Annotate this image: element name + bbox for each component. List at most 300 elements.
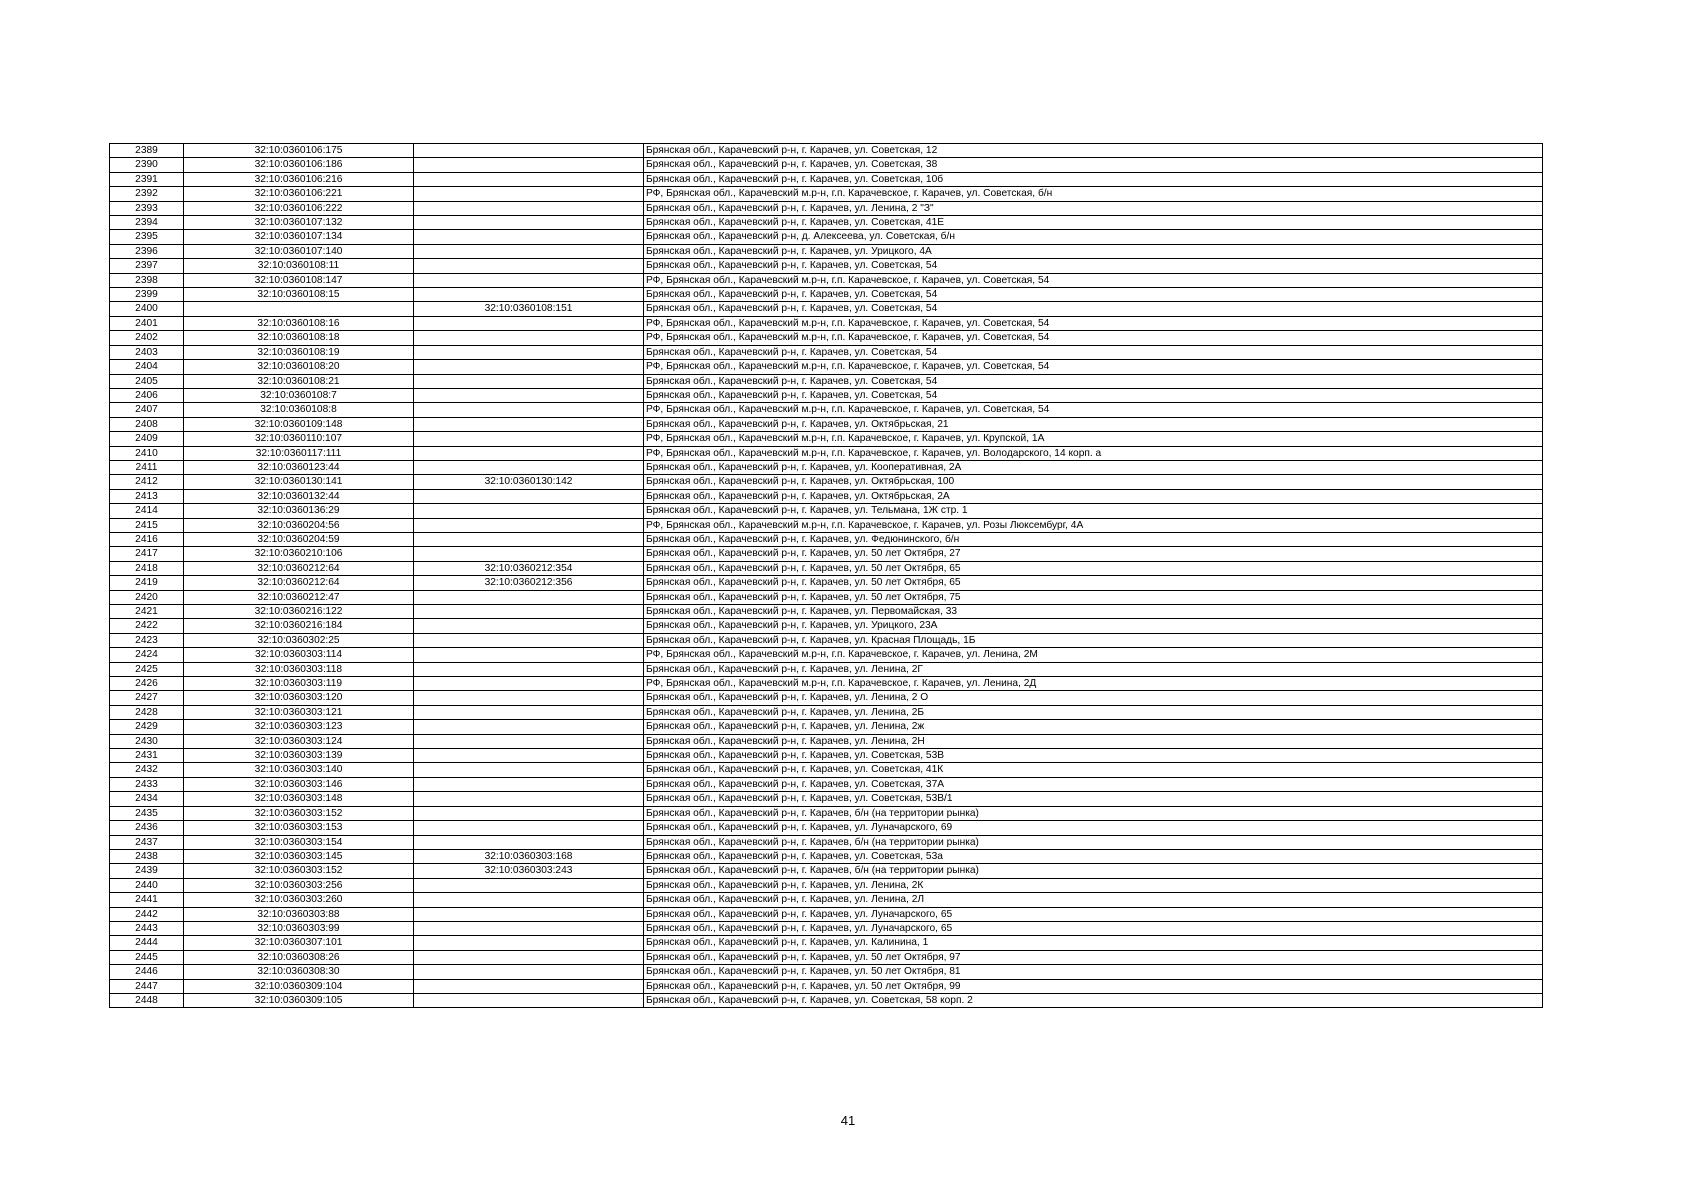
- cadastral-number-cell: 32:10:0360107:132: [184, 216, 414, 230]
- related-cadastral-number-cell: [414, 878, 644, 892]
- address-cell: Брянская обл., Карачевский р-н, г. Карачев, б/н (на территории рынка): [644, 806, 1543, 820]
- address-cell: Брянская обл., Карачевский р-н, г. Карачев, ул. 50 лет Октября, 99: [644, 979, 1543, 993]
- address-cell: РФ, Брянская обл., Карачевский м.р-н, г.п. Карачевское, г. Карачев, ул. Советская, 54: [644, 403, 1543, 417]
- related-cadastral-number-cell: [414, 489, 644, 503]
- table-row: [110, 576, 1543, 590]
- row-number-cell: 2410: [110, 446, 184, 460]
- table-row: [110, 316, 1543, 330]
- table-row: [110, 475, 1543, 489]
- table-row: [110, 907, 1543, 921]
- related-cadastral-number-cell: [414, 821, 644, 835]
- table-row: [110, 605, 1543, 619]
- cadastral-number-cell: 32:10:0360108:18: [184, 331, 414, 345]
- cadastral-number-cell: 32:10:0360303:256: [184, 878, 414, 892]
- table-row: [110, 172, 1543, 186]
- related-cadastral-number-cell: [414, 374, 644, 388]
- related-cadastral-number-cell: [414, 158, 644, 172]
- related-cadastral-number-cell: [414, 950, 644, 964]
- address-cell: Брянская обл., Карачевский р-н, г. Карачев, ул. Ленина, 2К: [644, 878, 1543, 892]
- cadastral-number-cell: 32:10:0360303:123: [184, 720, 414, 734]
- table-row: [110, 979, 1543, 993]
- related-cadastral-number-cell: [414, 979, 644, 993]
- related-cadastral-number-cell: 32:10:0360303:168: [414, 849, 644, 863]
- cadastral-number-cell: 32:10:0360130:141: [184, 475, 414, 489]
- address-cell: Брянская обл., Карачевский р-н, г. Карачев, ул. Советская, 37А: [644, 777, 1543, 791]
- cadastral-number-cell: 32:10:0360204:59: [184, 532, 414, 546]
- cadastral-number-cell: 32:10:0360123:44: [184, 460, 414, 474]
- address-cell: Брянская обл., Карачевский р-н, г. Карачев, ул. Советская, 54: [644, 302, 1543, 316]
- related-cadastral-number-cell: [414, 504, 644, 518]
- row-number-cell: 2418: [110, 561, 184, 575]
- row-number-cell: 2393: [110, 201, 184, 215]
- table-row: [110, 633, 1543, 647]
- table-row: [110, 821, 1543, 835]
- address-cell: РФ, Брянская обл., Карачевский м.р-н, г.п. Карачевское, г. Карачев, ул. Советская, 54: [644, 316, 1543, 330]
- table-row: [110, 849, 1543, 863]
- related-cadastral-number-cell: [414, 187, 644, 201]
- address-cell: Брянская обл., Карачевский р-н, г. Карачев, ул. Советская, 58 корп. 2: [644, 993, 1543, 1007]
- related-cadastral-number-cell: [414, 360, 644, 374]
- related-cadastral-number-cell: [414, 633, 644, 647]
- row-number-cell: 2434: [110, 792, 184, 806]
- table-row: [110, 691, 1543, 705]
- related-cadastral-number-cell: [414, 259, 644, 273]
- table-row: [110, 360, 1543, 374]
- table-row: [110, 648, 1543, 662]
- address-cell: Брянская обл., Карачевский р-н, г. Карачев, ул. Советская, 41К: [644, 763, 1543, 777]
- cadastral-number-cell: 32:10:0360212:47: [184, 590, 414, 604]
- related-cadastral-number-cell: [414, 662, 644, 676]
- row-number-cell: 2439: [110, 864, 184, 878]
- related-cadastral-number-cell: [414, 417, 644, 431]
- related-cadastral-number-cell: [414, 792, 644, 806]
- table-row: [110, 388, 1543, 402]
- address-cell: РФ, Брянская обл., Карачевский м.р-н, г.п. Карачевское, г. Карачев, ул. Советская, 54: [644, 331, 1543, 345]
- related-cadastral-number-cell: [414, 749, 644, 763]
- row-number-cell: 2444: [110, 936, 184, 950]
- cadastral-number-cell: 32:10:0360303:152: [184, 806, 414, 820]
- table-row: [110, 993, 1543, 1007]
- row-number-cell: 2400: [110, 302, 184, 316]
- address-cell: РФ, Брянская обл., Карачевский м.р-н, г.п. Карачевское, г. Карачев, ул. Советская, 54: [644, 360, 1543, 374]
- address-cell: Брянская обл., Карачевский р-н, г. Карачев, б/н (на территории рынка): [644, 835, 1543, 849]
- related-cadastral-number-cell: [414, 144, 644, 158]
- row-number-cell: 2408: [110, 417, 184, 431]
- related-cadastral-number-cell: 32:10:0360212:356: [414, 576, 644, 590]
- cadastral-number-cell: 32:10:0360303:146: [184, 777, 414, 791]
- related-cadastral-number-cell: [414, 230, 644, 244]
- table-row: [110, 244, 1543, 258]
- address-cell: РФ, Брянская обл., Карачевский м.р-н, г.п. Карачевское, г. Карачев, ул. Розы Люксембург, 4А: [644, 518, 1543, 532]
- row-number-cell: 2420: [110, 590, 184, 604]
- table-row: [110, 878, 1543, 892]
- address-cell: Брянская обл., Карачевский р-н, г. Карачев, ул. Советская, 54: [644, 288, 1543, 302]
- table-row: [110, 158, 1543, 172]
- cadastral-number-cell: 32:10:0360106:175: [184, 144, 414, 158]
- cadastral-number-cell: 32:10:0360303:148: [184, 792, 414, 806]
- table-row: [110, 950, 1543, 964]
- row-number-cell: 2392: [110, 187, 184, 201]
- table-row: [110, 965, 1543, 979]
- related-cadastral-number-cell: [414, 893, 644, 907]
- cadastral-number-cell: 32:10:0360303:114: [184, 648, 414, 662]
- cadastral-number-cell: 32:10:0360107:140: [184, 244, 414, 258]
- address-cell: РФ, Брянская обл., Карачевский м.р-н, г.п. Карачевское, г. Карачев, ул. Ленина, 2М: [644, 648, 1543, 662]
- table-row: [110, 705, 1543, 719]
- address-cell: Брянская обл., Карачевский р-н, г. Карачев, ул. 50 лет Октября, 75: [644, 590, 1543, 604]
- cadastral-number-cell: 32:10:0360108:11: [184, 259, 414, 273]
- table-row: [110, 749, 1543, 763]
- address-cell: РФ, Брянская обл., Карачевский м.р-н, г.п. Карачевское, г. Карачев, ул. Ленина, 2Д: [644, 677, 1543, 691]
- table-row: [110, 763, 1543, 777]
- address-cell: Брянская обл., Карачевский р-н, г. Карачев, ул. Советская, 54: [644, 388, 1543, 402]
- table-row: [110, 835, 1543, 849]
- related-cadastral-number-cell: [414, 518, 644, 532]
- address-cell: Брянская обл., Карачевский р-н, г. Карачев, ул. Октябрьская, 100: [644, 475, 1543, 489]
- cadastral-number-cell: 32:10:0360303:121: [184, 705, 414, 719]
- table-row: [110, 777, 1543, 791]
- related-cadastral-number-cell: [414, 965, 644, 979]
- cadastral-number-cell: 32:10:0360303:119: [184, 677, 414, 691]
- row-number-cell: 2447: [110, 979, 184, 993]
- related-cadastral-number-cell: [414, 993, 644, 1007]
- row-number-cell: 2433: [110, 777, 184, 791]
- cadastral-number-cell: 32:10:0360303:139: [184, 749, 414, 763]
- cadastral-number-cell: 32:10:0360108:147: [184, 273, 414, 287]
- table-row: [110, 489, 1543, 503]
- address-cell: Брянская обл., Карачевский р-н, г. Карачев, ул. Советская, 53В/1: [644, 792, 1543, 806]
- address-cell: Брянская обл., Карачевский р-н, г. Карачев, ул. 50 лет Октября, 81: [644, 965, 1543, 979]
- address-cell: Брянская обл., Карачевский р-н, г. Карачев, ул. Ленина, 2Л: [644, 893, 1543, 907]
- address-cell: Брянская обл., Карачевский р-н, г. Карачев, ул. Урицкого, 23А: [644, 619, 1543, 633]
- row-number-cell: 2436: [110, 821, 184, 835]
- related-cadastral-number-cell: [414, 777, 644, 791]
- row-number-cell: 2448: [110, 993, 184, 1007]
- cadastral-number-cell: 32:10:0360309:105: [184, 993, 414, 1007]
- row-number-cell: 2428: [110, 705, 184, 719]
- page-number: 41: [840, 1113, 856, 1128]
- row-number-cell: 2398: [110, 273, 184, 287]
- table-row: [110, 806, 1543, 820]
- table-row: [110, 230, 1543, 244]
- related-cadastral-number-cell: [414, 691, 644, 705]
- row-number-cell: 2437: [110, 835, 184, 849]
- cadastral-number-cell: 32:10:0360303:99: [184, 921, 414, 935]
- row-number-cell: 2424: [110, 648, 184, 662]
- row-number-cell: 2431: [110, 749, 184, 763]
- row-number-cell: 2416: [110, 532, 184, 546]
- related-cadastral-number-cell: 32:10:0360130:142: [414, 475, 644, 489]
- address-cell: Брянская обл., Карачевский р-н, г. Карачев, ул. Советская, 54: [644, 345, 1543, 359]
- table-row: [110, 273, 1543, 287]
- row-number-cell: 2438: [110, 849, 184, 863]
- row-number-cell: 2405: [110, 374, 184, 388]
- table-row: [110, 921, 1543, 935]
- cadastral-number-cell: 32:10:0360106:186: [184, 158, 414, 172]
- address-cell: Брянская обл., Карачевский р-н, г. Карачев, ул. Советская, 54: [644, 374, 1543, 388]
- address-cell: Брянская обл., Карачевский р-н, г. Карачев, ул. 50 лет Октября, 27: [644, 547, 1543, 561]
- row-number-cell: 2425: [110, 662, 184, 676]
- table-row: [110, 662, 1543, 676]
- cadastral-number-cell: 32:10:0360303:88: [184, 907, 414, 921]
- related-cadastral-number-cell: [414, 619, 644, 633]
- related-cadastral-number-cell: [414, 316, 644, 330]
- address-cell: Брянская обл., Карачевский р-н, г. Карачев, ул. Ленина, 2Г: [644, 662, 1543, 676]
- related-cadastral-number-cell: [414, 921, 644, 935]
- row-number-cell: 2446: [110, 965, 184, 979]
- address-cell: Брянская обл., Карачевский р-н, г. Карачев, ул. Советская, 12: [644, 144, 1543, 158]
- related-cadastral-number-cell: [414, 806, 644, 820]
- related-cadastral-number-cell: [414, 763, 644, 777]
- table-row: [110, 201, 1543, 215]
- table-row: [110, 561, 1543, 575]
- row-number-cell: 2394: [110, 216, 184, 230]
- cadastral-number-cell: 32:10:0360204:56: [184, 518, 414, 532]
- table-row: [110, 187, 1543, 201]
- table-row: [110, 446, 1543, 460]
- row-number-cell: 2413: [110, 489, 184, 503]
- related-cadastral-number-cell: 32:10:0360108:151: [414, 302, 644, 316]
- address-cell: Брянская обл., Карачевский р-н, г. Карачев, ул. 50 лет Октября, 97: [644, 950, 1543, 964]
- related-cadastral-number-cell: [414, 273, 644, 287]
- table-row: [110, 504, 1543, 518]
- address-cell: Брянская обл., Карачевский р-н, г. Карачев, ул. Советская, 10б: [644, 172, 1543, 186]
- address-cell: Брянская обл., Карачевский р-н, г. Карачев, ул. Октябрьская, 21: [644, 417, 1543, 431]
- table-row: [110, 403, 1543, 417]
- cadastral-number-cell: 32:10:0360109:148: [184, 417, 414, 431]
- table-row: [110, 619, 1543, 633]
- row-number-cell: 2409: [110, 432, 184, 446]
- row-number-cell: 2395: [110, 230, 184, 244]
- table-row: [110, 374, 1543, 388]
- cadastral-number-cell: 32:10:0360107:134: [184, 230, 414, 244]
- property-register-table: [109, 143, 1543, 1008]
- address-cell: Брянская обл., Карачевский р-н, г. Карачев, ул. Советская, 53В: [644, 749, 1543, 763]
- row-number-cell: 2440: [110, 878, 184, 892]
- address-cell: Брянская обл., Карачевский р-н, г. Карачев, ул. Луначарского, 65: [644, 907, 1543, 921]
- row-number-cell: 2399: [110, 288, 184, 302]
- related-cadastral-number-cell: [414, 460, 644, 474]
- related-cadastral-number-cell: [414, 705, 644, 719]
- row-number-cell: 2412: [110, 475, 184, 489]
- row-number-cell: 2423: [110, 633, 184, 647]
- related-cadastral-number-cell: [414, 432, 644, 446]
- cadastral-number-cell: 32:10:0360303:152: [184, 864, 414, 878]
- row-number-cell: 2417: [110, 547, 184, 561]
- row-number-cell: 2419: [110, 576, 184, 590]
- table-row: [110, 302, 1543, 316]
- cadastral-number-cell: 32:10:0360108:8: [184, 403, 414, 417]
- related-cadastral-number-cell: [414, 288, 644, 302]
- address-cell: Брянская обл., Карачевский р-н, г. Карачев, ул. Урицкого, 4А: [644, 244, 1543, 258]
- related-cadastral-number-cell: 32:10:0360303:243: [414, 864, 644, 878]
- related-cadastral-number-cell: [414, 648, 644, 662]
- cadastral-number-cell: 32:10:0360212:64: [184, 576, 414, 590]
- table-row: [110, 331, 1543, 345]
- related-cadastral-number-cell: [414, 590, 644, 604]
- row-number-cell: 2429: [110, 720, 184, 734]
- cadastral-number-cell: 32:10:0360212:64: [184, 561, 414, 575]
- cadastral-number-cell: 32:10:0360132:44: [184, 489, 414, 503]
- cadastral-number-cell: 32:10:0360216:184: [184, 619, 414, 633]
- related-cadastral-number-cell: [414, 172, 644, 186]
- row-number-cell: 2430: [110, 734, 184, 748]
- related-cadastral-number-cell: [414, 547, 644, 561]
- table-row: [110, 590, 1543, 604]
- cadastral-number-cell: 32:10:0360108:20: [184, 360, 414, 374]
- row-number-cell: 2435: [110, 806, 184, 820]
- table-row: [110, 144, 1543, 158]
- address-cell: Брянская обл., Карачевский р-н, г. Карачев, ул. Луначарского, 69: [644, 821, 1543, 835]
- row-number-cell: 2422: [110, 619, 184, 633]
- address-cell: РФ, Брянская обл., Карачевский м.р-н, г.п. Карачевское, г. Карачев, ул. Володарского, 14 корп. а: [644, 446, 1543, 460]
- row-number-cell: 2432: [110, 763, 184, 777]
- address-cell: Брянская обл., Карачевский р-н, г. Карачев, ул. Советская, 41Е: [644, 216, 1543, 230]
- address-cell: Брянская обл., Карачевский р-н, г. Карачев, ул. Ленина, 2 О: [644, 691, 1543, 705]
- row-number-cell: 2390: [110, 158, 184, 172]
- address-cell: Брянская обл., Карачевский р-н, г. Карачев, ул. Октябрьская, 2А: [644, 489, 1543, 503]
- row-number-cell: 2403: [110, 345, 184, 359]
- table-row: [110, 518, 1543, 532]
- cadastral-number-cell: 32:10:0360303:140: [184, 763, 414, 777]
- table-row: [110, 432, 1543, 446]
- cadastral-number-cell: 32:10:0360108:7: [184, 388, 414, 402]
- related-cadastral-number-cell: [414, 201, 644, 215]
- cadastral-number-cell: 32:10:0360106:216: [184, 172, 414, 186]
- cadastral-number-cell: 32:10:0360108:15: [184, 288, 414, 302]
- address-cell: Брянская обл., Карачевский р-н, г. Карачев, ул. 50 лет Октября, 65: [644, 561, 1543, 575]
- related-cadastral-number-cell: [414, 331, 644, 345]
- related-cadastral-number-cell: [414, 216, 644, 230]
- related-cadastral-number-cell: [414, 403, 644, 417]
- address-cell: Брянская обл., Карачевский р-н, г. Карачев, ул. Советская, 53а: [644, 849, 1543, 863]
- address-cell: РФ, Брянская обл., Карачевский м.р-н, г.п. Карачевское, г. Карачев, ул. Советская, 54: [644, 273, 1543, 287]
- table-row: [110, 532, 1543, 546]
- related-cadastral-number-cell: [414, 345, 644, 359]
- cadastral-number-cell: 32:10:0360303:154: [184, 835, 414, 849]
- row-number-cell: 2407: [110, 403, 184, 417]
- register-table-body: [110, 144, 1543, 1008]
- row-number-cell: 2441: [110, 893, 184, 907]
- row-number-cell: 2426: [110, 677, 184, 691]
- table-row: [110, 547, 1543, 561]
- row-number-cell: 2396: [110, 244, 184, 258]
- table-row: [110, 720, 1543, 734]
- related-cadastral-number-cell: [414, 388, 644, 402]
- related-cadastral-number-cell: [414, 734, 644, 748]
- related-cadastral-number-cell: [414, 720, 644, 734]
- table-row: [110, 345, 1543, 359]
- address-cell: РФ, Брянская обл., Карачевский м.р-н, г.п. Карачевское, г. Карачев, ул. Советская, б/н: [644, 187, 1543, 201]
- address-cell: Брянская обл., Карачевский р-н, д. Алексеева, ул. Советская, б/н: [644, 230, 1543, 244]
- cadastral-number-cell: 32:10:0360303:124: [184, 734, 414, 748]
- related-cadastral-number-cell: 32:10:0360212:354: [414, 561, 644, 575]
- row-number-cell: 2391: [110, 172, 184, 186]
- cadastral-number-cell: 32:10:0360307:101: [184, 936, 414, 950]
- address-cell: Брянская обл., Карачевский р-н, г. Карачев, ул. Луначарского, 65: [644, 921, 1543, 935]
- cadastral-number-cell: 32:10:0360303:118: [184, 662, 414, 676]
- address-cell: Брянская обл., Карачевский р-н, г. Карачев, ул. 50 лет Октября, 65: [644, 576, 1543, 590]
- row-number-cell: 2415: [110, 518, 184, 532]
- row-number-cell: 2421: [110, 605, 184, 619]
- table-row: [110, 417, 1543, 431]
- table-row: [110, 677, 1543, 691]
- row-number-cell: 2443: [110, 921, 184, 935]
- address-cell: РФ, Брянская обл., Карачевский м.р-н, г.п. Карачевское, г. Карачев, ул. Крупской, 1А: [644, 432, 1543, 446]
- table-row: [110, 259, 1543, 273]
- address-cell: Брянская обл., Карачевский р-н, г. Карачев, ул. Советская, 38: [644, 158, 1543, 172]
- address-cell: Брянская обл., Карачевский р-н, г. Карачев, ул. Красная Площадь, 1Б: [644, 633, 1543, 647]
- row-number-cell: 2411: [110, 460, 184, 474]
- address-cell: Брянская обл., Карачевский р-н, г. Карачев, ул. Ленина, 2Н: [644, 734, 1543, 748]
- cadastral-number-cell: 32:10:0360108:19: [184, 345, 414, 359]
- row-number-cell: 2389: [110, 144, 184, 158]
- address-cell: Брянская обл., Карачевский р-н, г. Карачев, ул. Федюнинского, б/н: [644, 532, 1543, 546]
- row-number-cell: 2397: [110, 259, 184, 273]
- row-number-cell: 2401: [110, 316, 184, 330]
- cadastral-number-cell: 32:10:0360216:122: [184, 605, 414, 619]
- row-number-cell: 2404: [110, 360, 184, 374]
- related-cadastral-number-cell: [414, 605, 644, 619]
- related-cadastral-number-cell: [414, 244, 644, 258]
- row-number-cell: 2414: [110, 504, 184, 518]
- cadastral-number-cell: 32:10:0360302:25: [184, 633, 414, 647]
- cadastral-number-cell: 32:10:0360106:221: [184, 187, 414, 201]
- related-cadastral-number-cell: [414, 835, 644, 849]
- address-cell: Брянская обл., Карачевский р-н, г. Карачев, ул. Тельмана, 1Ж стр. 1: [644, 504, 1543, 518]
- cadastral-number-cell: 32:10:0360136:29: [184, 504, 414, 518]
- related-cadastral-number-cell: [414, 532, 644, 546]
- address-cell: Брянская обл., Карачевский р-н, г. Карачев, ул. Советская, 54: [644, 259, 1543, 273]
- address-cell: Брянская обл., Карачевский р-н, г. Карачев, ул. Ленина, 2ж: [644, 720, 1543, 734]
- table-row: [110, 864, 1543, 878]
- cadastral-number-cell: 32:10:0360110:107: [184, 432, 414, 446]
- address-cell: Брянская обл., Карачевский р-н, г. Карачев, ул. Первомайская, 33: [644, 605, 1543, 619]
- cadastral-number-cell: 32:10:0360308:30: [184, 965, 414, 979]
- table-row: [110, 792, 1543, 806]
- cadastral-number-cell: 32:10:0360303:120: [184, 691, 414, 705]
- address-cell: Брянская обл., Карачевский р-н, г. Карачев, б/н (на территории рынка): [644, 864, 1543, 878]
- cadastral-number-cell: 32:10:0360303:153: [184, 821, 414, 835]
- related-cadastral-number-cell: [414, 446, 644, 460]
- cadastral-number-cell: [184, 302, 414, 316]
- row-number-cell: 2402: [110, 331, 184, 345]
- table-row: [110, 936, 1543, 950]
- address-cell: Брянская обл., Карачевский р-н, г. Карачев, ул. Ленина, 2 "З": [644, 201, 1543, 215]
- cadastral-number-cell: 32:10:0360108:21: [184, 374, 414, 388]
- cadastral-number-cell: 32:10:0360308:26: [184, 950, 414, 964]
- row-number-cell: 2445: [110, 950, 184, 964]
- row-number-cell: 2406: [110, 388, 184, 402]
- address-cell: Брянская обл., Карачевский р-н, г. Карачев, ул. Ленина, 2Б: [644, 705, 1543, 719]
- row-number-cell: 2427: [110, 691, 184, 705]
- cadastral-number-cell: 32:10:0360117:111: [184, 446, 414, 460]
- address-cell: Брянская обл., Карачевский р-н, г. Карачев, ул. Калинина, 1: [644, 936, 1543, 950]
- table-row: [110, 460, 1543, 474]
- table-row: [110, 216, 1543, 230]
- cadastral-number-cell: 32:10:0360309:104: [184, 979, 414, 993]
- row-number-cell: 2442: [110, 907, 184, 921]
- cadastral-number-cell: 32:10:0360303:145: [184, 849, 414, 863]
- cadastral-number-cell: 32:10:0360106:222: [184, 201, 414, 215]
- table-row: [110, 893, 1543, 907]
- related-cadastral-number-cell: [414, 936, 644, 950]
- table-row: [110, 288, 1543, 302]
- related-cadastral-number-cell: [414, 907, 644, 921]
- cadastral-number-cell: 32:10:0360108:16: [184, 316, 414, 330]
- related-cadastral-number-cell: [414, 677, 644, 691]
- cadastral-number-cell: 32:10:0360303:260: [184, 893, 414, 907]
